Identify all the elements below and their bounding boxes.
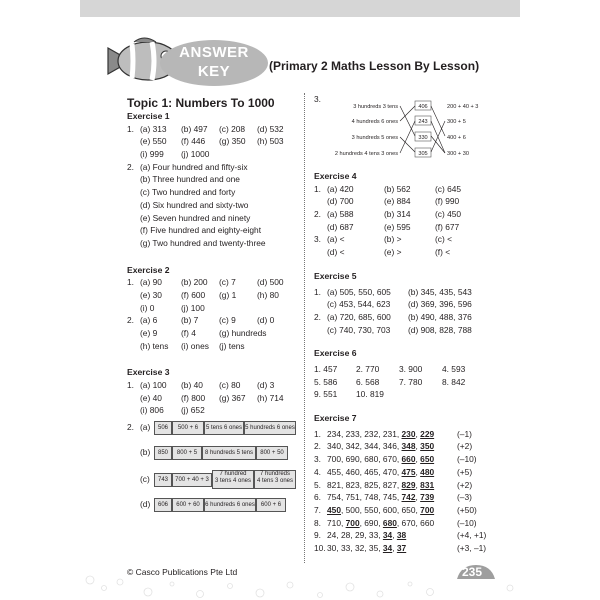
- answer: 229: [420, 428, 435, 439]
- expression-box: 7 hundreds 4 tens 3 ones: [254, 470, 296, 489]
- ex2-q2-row1: 2. (a) 6 (b) 7 (c) 9 (d) 0: [127, 315, 275, 326]
- sequence: 710, 700, 690, 680, 670, 660: [327, 517, 435, 528]
- ex7-row: 7. 450, 500, 550, 600, 650, 700 (+50): [314, 504, 477, 515]
- sequence: 821, 823, 825, 827, 829, 831: [327, 479, 435, 490]
- match-mid-label: 330: [418, 135, 428, 141]
- ex2-q2-row2: (e) 9 (f) 4 (g) hundreds: [140, 328, 267, 339]
- answer: 829: [401, 479, 416, 490]
- expression-box: 600 + 6: [256, 498, 286, 512]
- rule: (+2): [457, 479, 473, 490]
- page-number: 235: [462, 565, 483, 579]
- answer: 450: [327, 504, 341, 515]
- ex7-row: 9. 24, 28, 29, 33, 34, 38 (+4, +1): [314, 530, 487, 541]
- rule: (–3): [457, 492, 472, 503]
- expression-box: 5 hundreds 6 ones: [244, 421, 296, 435]
- ex4-q1-row2: (d) 700 (e) 884 (f) 990: [327, 196, 460, 207]
- ex1-q2-item: (c) Two hundred and forty: [140, 187, 236, 198]
- match-right-label: 300 + 30: [447, 151, 469, 157]
- answer-key-title: ANSWER KEY: [179, 44, 249, 80]
- sequence: 24, 28, 29, 33, 34, 38: [327, 530, 407, 541]
- rule: (+2): [457, 441, 473, 452]
- expression-box: 700 + 40 + 3: [172, 473, 212, 487]
- answer: 660: [401, 454, 416, 465]
- ex2-q1-row3: (i) 0 (j) 100: [140, 302, 205, 313]
- ex3-q2-row-d: (d) 606 600 + 60 6 hundreds 6 ones 600 + 6: [127, 496, 302, 515]
- ex1-q2-item: (f) Five hundred and eighty-eight: [140, 225, 262, 236]
- number-box: 743: [154, 473, 172, 487]
- number-box: 850: [154, 446, 172, 460]
- ex3-q2-row-c: (c) 743 700 + 40 + 3 7 hundred 3 tens 4 ones 7 hundreds 4 tens 3 ones: [127, 469, 302, 491]
- ex1-q1-row2: (e) 550 (f) 446 (g) 350 (h) 503: [140, 136, 284, 147]
- expression-box: 8 hundreds 5 tens: [202, 446, 256, 460]
- column-divider: [304, 93, 305, 563]
- rule: (+50): [457, 504, 477, 515]
- ex1-q2-item: 2. (a) Four hundred and fifty-six: [127, 161, 248, 172]
- exercise-6-heading: Exercise 6: [314, 348, 357, 359]
- ex4-q2-row1: 2. (a) 588 (b) 314 (c) 450: [314, 209, 462, 220]
- ex3-q2-row-a: 2. (a) 506 500 + 6 5 tens 6 ones 5 hundreds 6 ones: [127, 419, 302, 438]
- sequence: 700, 690, 680, 670, 660, 650: [327, 454, 435, 465]
- match-right-label: 300 + 5: [447, 119, 466, 125]
- answer: 37: [396, 542, 407, 553]
- ex2-q2-row3: (h) tens (i) ones (j) tens: [140, 340, 245, 351]
- ex1-q2-item: (b) Three hundred and one: [140, 174, 240, 185]
- rule: (–10): [457, 517, 477, 528]
- ex7-row: 5. 821, 823, 825, 827, 829, 831 (+2): [314, 479, 473, 490]
- answer: 34: [382, 542, 393, 553]
- rule: (–10): [457, 454, 477, 465]
- sequence: 455, 460, 465, 470, 475, 480: [327, 466, 435, 477]
- sequence: 234, 233, 232, 231, 230, 229: [327, 428, 435, 439]
- left-column: [127, 110, 302, 515]
- expression-box: 800 + 50: [256, 446, 288, 460]
- expression-box: 800 + 5: [172, 446, 202, 460]
- sequence: 340, 342, 344, 346, 348, 350: [327, 441, 435, 452]
- ex1-q1-row1: 1. (a) 313 (b) 497 (c) 208 (d) 532: [127, 123, 284, 134]
- answer: 38: [396, 530, 407, 541]
- ex3-q2-row-b: (b) 850 800 + 5 8 hundreds 5 tens 800 + 50: [127, 444, 302, 463]
- answer: 350: [420, 441, 435, 452]
- expression-box: 5 tens 6 ones: [204, 421, 244, 435]
- exercise-7-heading: Exercise 7: [314, 413, 357, 424]
- match-right-label: 400 + 6: [447, 135, 466, 141]
- book-subtitle: (Primary 2 Maths Lesson By Lesson): [269, 59, 480, 73]
- number-box: 506: [154, 421, 172, 435]
- expression-box: 500 + 6: [172, 421, 204, 435]
- answer: 650: [420, 454, 435, 465]
- match-mid-label: 243: [418, 119, 428, 125]
- answer: 739: [420, 492, 435, 503]
- ex5-q1-row1: 1. (a) 505, 550, 605 (b) 345, 435, 543: [314, 286, 472, 297]
- exercise-3-heading: Exercise 3: [127, 367, 170, 378]
- sequence: 30, 33, 32, 35, 34, 37: [327, 542, 407, 553]
- answer: 480: [420, 466, 435, 477]
- answer: 680: [382, 517, 397, 528]
- ex7-row: 10. 30, 33, 32, 35, 34, 37 (+3, –1): [314, 542, 487, 553]
- expression-box: 6 hundreds 6 ones: [204, 498, 256, 512]
- exercise-4-heading: Exercise 4: [314, 171, 357, 181]
- match-lines: [400, 106, 445, 153]
- ex2-q1-row2: (e) 30 (f) 600 (g) 1 (h) 80: [140, 289, 279, 300]
- match-left-label: 3 hundreds 5 ones: [351, 135, 398, 141]
- q3-number: 3.: [314, 94, 321, 104]
- copyright: © Casco Publications Pte Ltd: [127, 567, 238, 577]
- ex2-q1-row1: 1. (a) 90 (b) 200 (c) 7 (d) 500: [127, 277, 284, 288]
- ex6-row1: 1. 457 2. 770 3. 900 4. 593: [314, 363, 466, 374]
- ex7-row: 1. 234, 233, 232, 231, 230, 229 (–1): [314, 428, 472, 439]
- answer: 475: [401, 466, 416, 477]
- expression-box: 7 hundred 3 tens 4 ones: [212, 470, 254, 489]
- ex7-row: 8. 710, 700, 690, 680, 670, 660 (–10): [314, 517, 477, 528]
- ex7-row: 4. 455, 460, 465, 470, 475, 480 (+5): [314, 466, 473, 477]
- answer: 831: [420, 479, 435, 490]
- exercise-1-heading: Exercise 1: [127, 111, 170, 121]
- ex4-q3-row2: (d) < (e) > (f) <: [327, 247, 451, 258]
- exercise-2-heading: Exercise 2: [127, 264, 170, 275]
- ex4-q2-row2: (d) 687 (e) 595 (f) 677: [327, 221, 460, 232]
- ex3-q1-row1: 1. (a) 100 (b) 40 (c) 80 (d) 3: [127, 380, 275, 391]
- ex7-list: [314, 428, 504, 555]
- match-left-label: 4 hundreds 6 ones: [351, 119, 398, 125]
- match-right-label: 200 + 40 + 3: [447, 104, 479, 110]
- ex5-q2-row2: (c) 740, 730, 703 (d) 908, 828, 788: [327, 324, 472, 335]
- ex7-row: 2. 340, 342, 344, 346, 348, 350 (+2): [314, 441, 473, 452]
- ex5-q1-row2: (c) 453, 544, 623 (d) 369, 396, 596: [327, 299, 472, 310]
- ex4-q3-row1: 3. (a) < (b) > (c) <: [314, 234, 452, 245]
- ex6-row3: 9. 551 10. 819: [314, 389, 384, 400]
- rule: (+4, +1): [457, 530, 487, 541]
- rule: (+5): [457, 466, 473, 477]
- answer: 34: [382, 530, 393, 541]
- ex1-q1-row3: (i) 999 (j) 1000: [140, 149, 210, 160]
- ex3-q1-row3: (i) 806 (j) 652: [140, 405, 205, 416]
- ex1-q2-item: (d) Six hundred and sixty-two: [140, 199, 249, 210]
- match-left-label: 2 hundreds 4 tens 3 ones: [334, 151, 398, 157]
- right-column: [314, 170, 504, 555]
- ex3-q1-row2: (e) 40 (f) 800 (g) 367 (h) 714: [140, 392, 284, 403]
- exercise-5-heading: Exercise 5: [314, 270, 357, 281]
- ex5-q2-row1: 2. (a) 720, 685, 600 (b) 490, 488, 376: [314, 311, 472, 322]
- ex7-row: 6. 754, 751, 748, 745, 742, 739 (–3): [314, 492, 472, 503]
- answer: 348: [401, 441, 416, 452]
- ex6-row2: 5. 586 6. 568 7. 780 8. 842: [314, 376, 466, 387]
- answer: 742: [401, 492, 416, 503]
- match-left-label: 3 hundreds 3 tens: [353, 104, 398, 110]
- answer: 230: [401, 428, 416, 439]
- sequence: 450, 500, 550, 600, 650, 700: [327, 504, 435, 515]
- sequence: 754, 751, 748, 745, 742, 739: [327, 492, 435, 503]
- top-bar: [80, 0, 520, 17]
- expression-box: 600 + 60: [172, 498, 204, 512]
- topic-title: Topic 1: Numbers To 1000: [127, 96, 275, 110]
- match-mid-label: 406: [418, 104, 428, 110]
- answer: 700: [345, 517, 360, 528]
- matching-diagram: [324, 96, 494, 162]
- ex7-row: 3. 700, 690, 680, 670, 660, 650 (–10): [314, 454, 477, 465]
- ex1-q2-item: (e) Seven hundred and ninety: [140, 212, 251, 223]
- rule: (–1): [457, 428, 472, 439]
- rule: (+3, –1): [457, 542, 487, 553]
- match-mid-label: 305: [418, 151, 428, 157]
- ex4-q1-row1: 1. (a) 420 (b) 562 (c) 645: [314, 183, 462, 194]
- answer: 700: [420, 504, 435, 515]
- ex1-q2-item: (g) Two hundred and twenty-three: [140, 237, 266, 248]
- number-box: 606: [154, 498, 172, 512]
